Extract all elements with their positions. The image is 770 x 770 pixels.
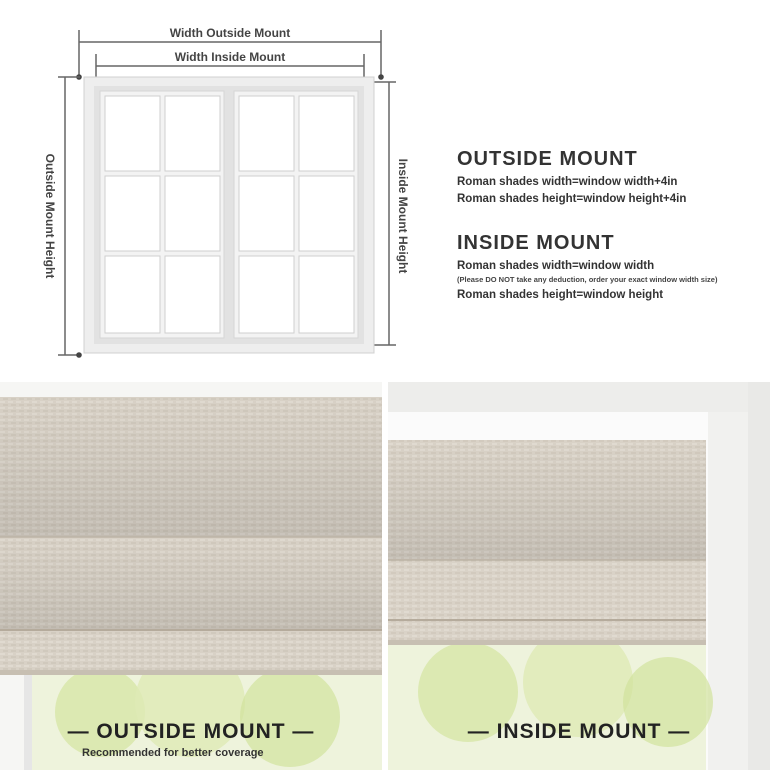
- outside-mount-caption: — OUTSIDE MOUNT —: [67, 720, 315, 743]
- height-inside-label: Inside Mount Height: [396, 158, 410, 274]
- outside-mount-image: [0, 382, 382, 770]
- mount-instructions: [457, 148, 767, 301]
- outside-height-rule: Roman shades height=window height+4in: [457, 193, 687, 205]
- inside-mount-caption: — INSIDE MOUNT —: [467, 720, 691, 743]
- outside-mount-photo: [0, 382, 382, 770]
- outside-width-rule: Roman shades width=window width+4in: [457, 176, 678, 188]
- outside-mount-heading: OUTSIDE MOUNT: [457, 148, 638, 170]
- width-inside-label: Width Inside Mount: [174, 50, 286, 64]
- inside-mount-image: [388, 382, 770, 770]
- measurement-guide: [0, 0, 770, 380]
- height-outside-label: Outside Mount Height: [43, 153, 57, 279]
- inside-mount-caption-text: INSIDE MOUNT: [496, 720, 662, 743]
- inside-mount-photo: [388, 382, 770, 770]
- outside-mount-recommendation: Recommended for better coverage: [82, 747, 264, 759]
- inside-mount-heading: INSIDE MOUNT: [457, 232, 615, 254]
- width-outside-label: Width Outside Mount: [169, 26, 291, 40]
- inside-width-rule: Roman shades width=window width: [457, 260, 655, 272]
- window-diagram: [0, 0, 440, 380]
- inside-height-rule: Roman shades height=window height: [457, 289, 664, 301]
- window-illustration: [84, 77, 374, 353]
- inside-width-note: (Please DO NOT take any deduction, order your exact window width size): [457, 275, 718, 284]
- outside-mount-caption-text: OUTSIDE MOUNT: [96, 720, 286, 743]
